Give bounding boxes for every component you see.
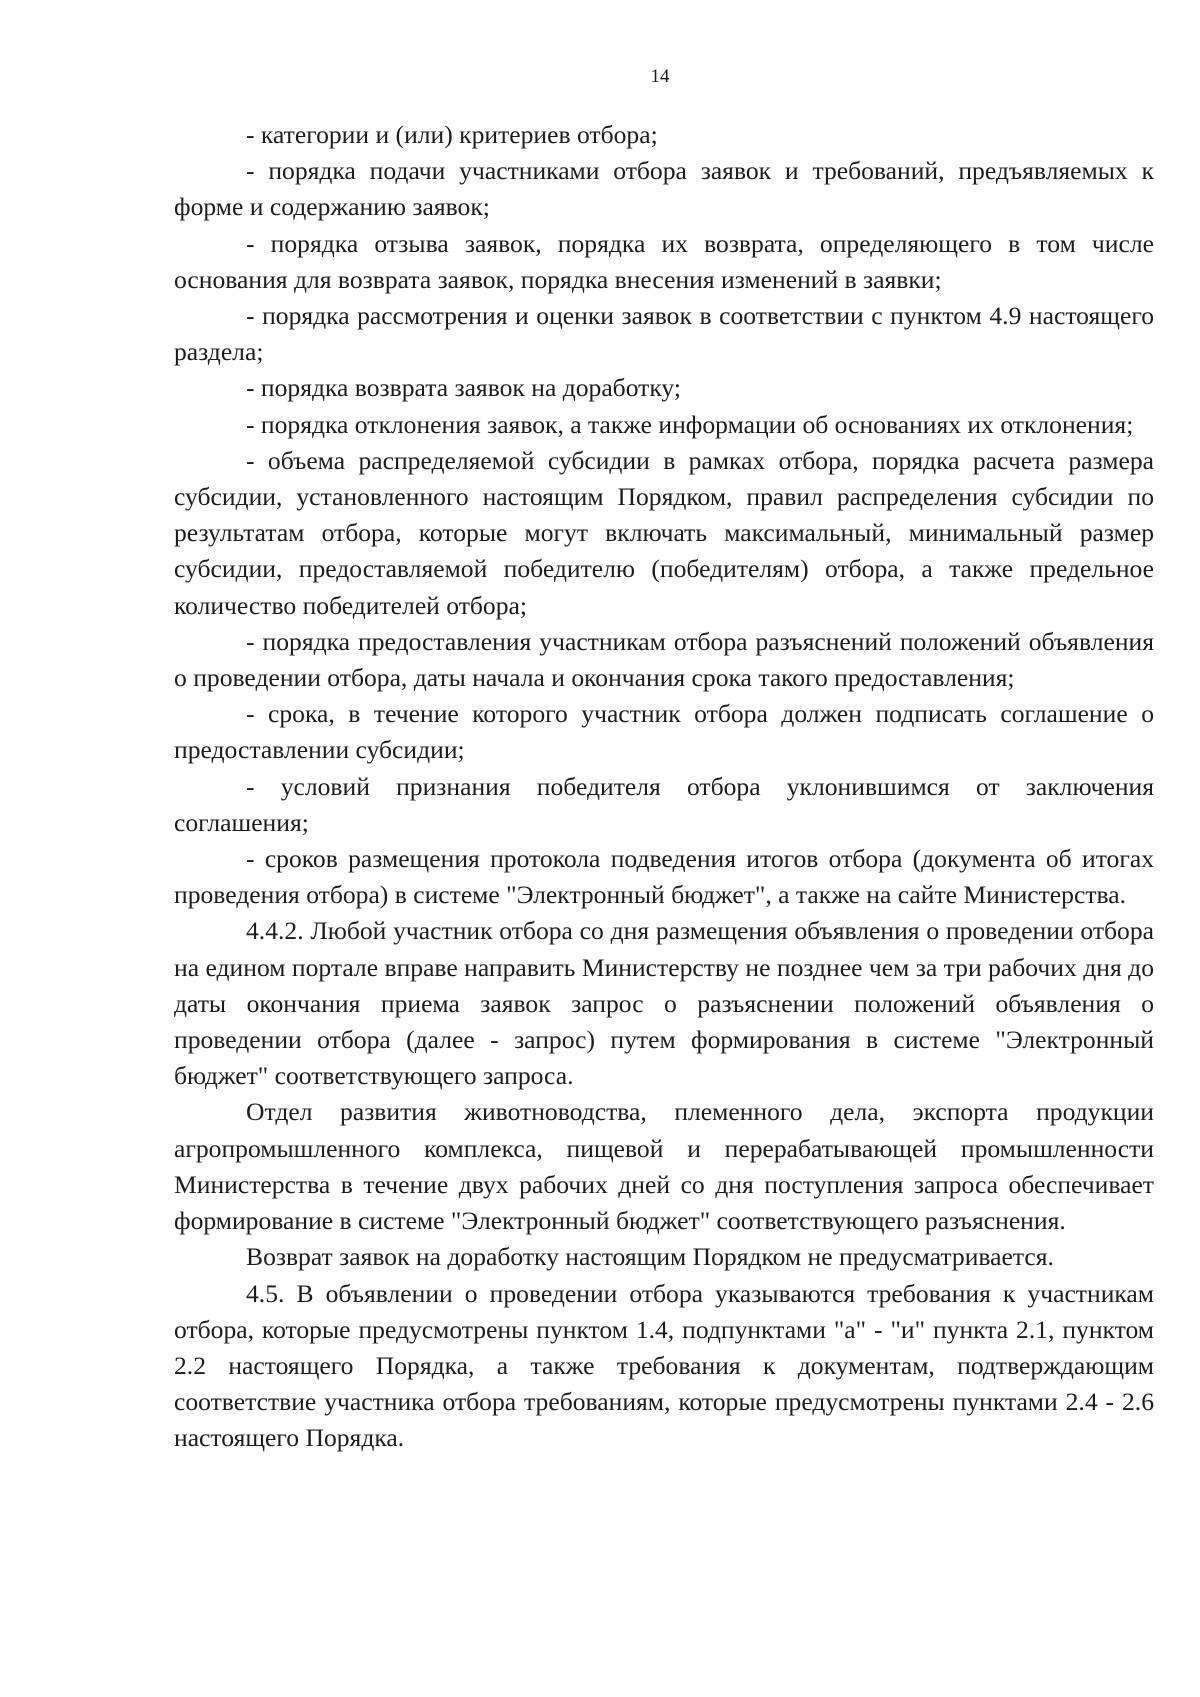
paragraph-evasion-conditions: - условий признания победителя отбора уклонившимся от заключения соглашения; [174, 771, 1154, 837]
paragraph-subsidy-volume: - объема распределяемой субсидии в рамках отбора, порядка расчета размера субсидии, установленного настоящим Порядком, правил распределения субсидии по результатам отбора, которые могут включать максимальный, минимальный размер субсидии, предоставляемой победителю (победителям) отбора, а также предельное количество победителей отбора; [174, 445, 1154, 620]
paragraph-agreement-deadline: - срока, в течение которого участник отбора должен подписать соглашение о предоставлении субсидии; [174, 699, 1154, 765]
paragraph-4-5: 4.5. В объявлении о проведении отбора указываются требования к участникам отбора, которые предусмотрены пунктом 1.4, подпунктами "а" - "и" пункта 2.1, пунктом 2.2 настоящего Порядка, а также требования к документам, подтверждающим соответствие участника отбора требованиям, которые предусмотрены пунктами 2.4 - 2.6 настоящего Порядка. [174, 1278, 1154, 1453]
paragraph-no-return: Возврат заявок на доработку настоящим Порядком не предусматривается. [246, 1242, 1054, 1272]
paragraph-withdrawal-procedure: - порядка отзыва заявок, порядка их возврата, определяющего в том числе основания для возврата заявок, порядка внесения изменений в заявки; [174, 228, 1154, 294]
paragraph-protocol-deadlines: - сроков размещения протокола подведения итогов отбора (документа об итогах проведения отбора) в системе "Электронный бюджет", а также на сайте Министерства. [174, 844, 1154, 910]
paragraph-submission-procedure: - порядка подачи участниками отбора заявок и требований, предъявляемых к форме и содержанию заявок; [174, 156, 1154, 222]
paragraph-4-4-2: 4.4.2. Любой участник отбора со дня размещения объявления о проведении отбора на едином портале вправе направить Министерству не позднее чем за три рабочих дня до даты окончания приема заявок запрос о разъяснении положений объявления о проведении отбора (далее - запрос) путем формирования в системе "Электронный бюджет" соответствующего запроса. [174, 916, 1154, 1091]
paragraph-review-procedure: - порядка рассмотрения и оценки заявок в соответствии с пунктом 4.9 настоящего раздела; [174, 301, 1154, 367]
paragraph-clarification-procedure: - порядка предоставления участникам отбора разъяснений положений объявления о проведении отбора, даты начала и окончания срока такого предоставления; [174, 626, 1154, 693]
document-body [174, 117, 1154, 1457]
paragraph-department-response: Отдел развития животноводства, племенного дела, экспорта продукции агропромышленного комплекса, пищевой и перерабатывающей промышленности Министерства в течение двух рабочих дней со дня поступления запроса обеспечивает формирование в системе "Электронный бюджет" соответствующего разъяснения. [174, 1097, 1154, 1236]
paragraph-selection-categories: - категории и (или) критериев отбора; [246, 120, 658, 149]
paragraph-rejection-procedure: - порядка отклонения заявок, а также информации об основаниях их отклонения; [246, 409, 1134, 439]
page-number: 14 [650, 66, 670, 87]
paragraph-return-procedure: - порядка возврата заявок на доработку; [246, 373, 681, 403]
